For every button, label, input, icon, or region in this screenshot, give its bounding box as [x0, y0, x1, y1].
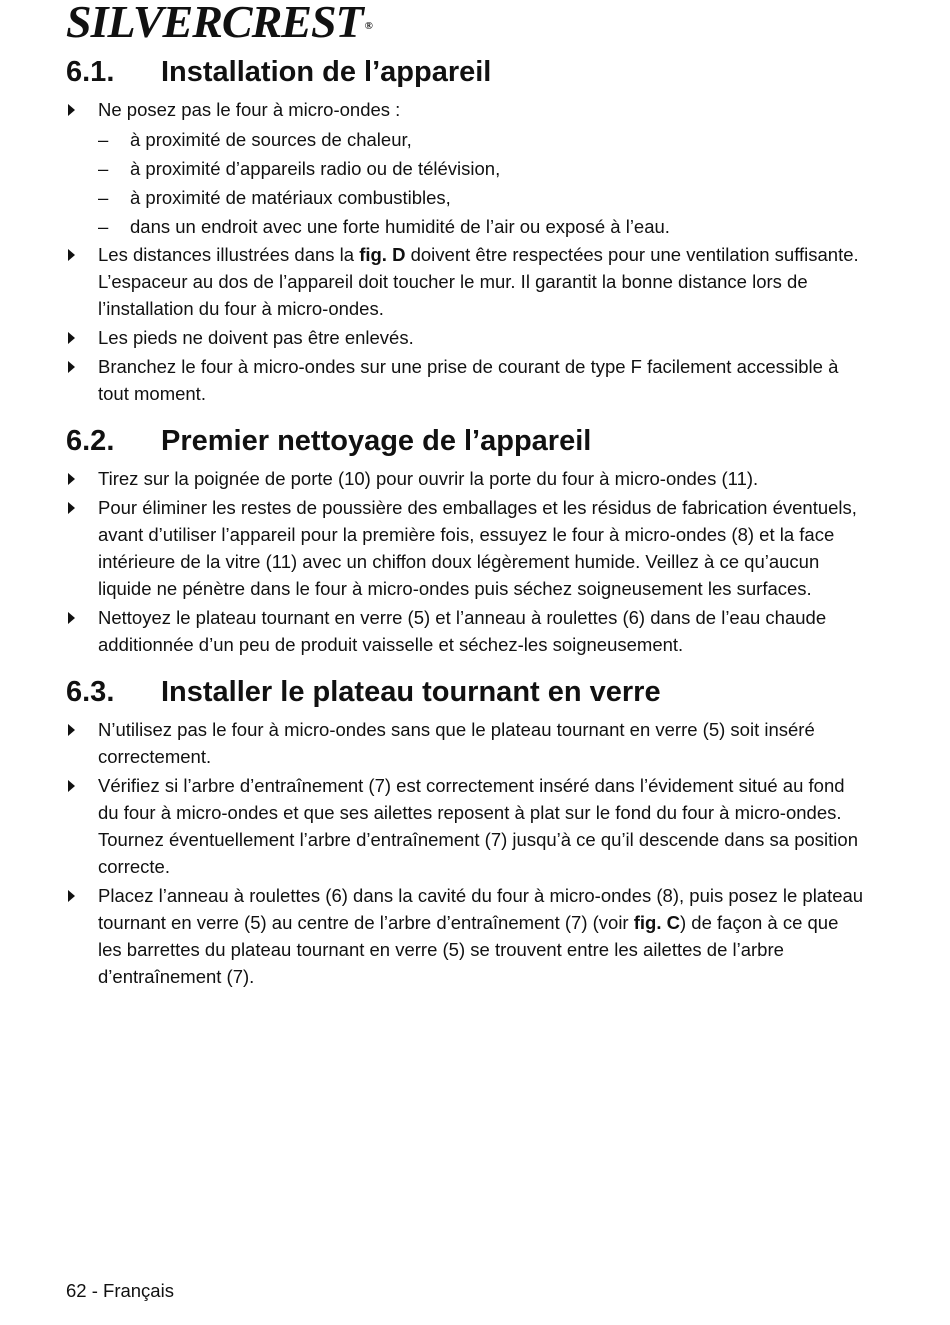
bullet-item	[66, 882, 866, 990]
bullet-item	[66, 465, 866, 492]
dash-icon: –	[98, 187, 109, 208]
bullet-arrow-icon	[68, 724, 75, 736]
figure-reference: fig. C	[633, 912, 680, 933]
bullet-arrow-icon	[68, 332, 75, 344]
bullet-text-post: doivent être respectées pour une ventilation suffisante. L’espaceur au dos de l’appareil doit toucher le mur. Il garantit la bonne distance lors de l’installation du four à micro-ondes.	[98, 244, 859, 319]
section-heading	[66, 421, 866, 461]
bullet-text: Les pieds ne doivent pas être enlevés.	[98, 327, 414, 348]
bullet-arrow-icon	[68, 890, 75, 902]
bullet-item	[66, 353, 866, 407]
bullet-text: Tirez sur la poignée de porte (10) pour ouvrir la porte du four à micro-ondes (11).	[98, 468, 759, 489]
dash-icon: –	[98, 216, 109, 237]
bullet-arrow-icon	[68, 612, 75, 624]
sub-text: à proximité d’appareils radio ou de télévision,	[130, 158, 501, 179]
bullet-arrow-icon	[68, 473, 75, 485]
bullet-text: Vérifiez si l’arbre d’entraînement (7) est correctement inséré dans l’évidement situé au fond du four à micro-ondes et que ses ailettes reposent à plat sur le fond du four à micro-ondes. Tournez éventuellement l’arbre d’entraînement (7) jusqu’à ce qu’il descende dans sa position correcte.	[98, 775, 858, 877]
section-title: Installer le plateau tournant en verre	[161, 676, 661, 708]
bullet-item	[66, 772, 866, 880]
section-number: 6.3.	[66, 676, 115, 708]
bullet-item	[66, 604, 866, 658]
page-content	[66, 52, 866, 992]
page-footer: 62 - Français	[66, 1280, 174, 1301]
bullet-item	[66, 241, 866, 322]
bullet-item	[66, 494, 866, 602]
section-heading	[66, 52, 866, 92]
bullet-text: Pour éliminer les restes de poussière des emballages et les résidus de fabrication éventuels, avant d’utiliser l’appareil pour la première fois, essuyez le four à micro-ondes (8) et la face intérieure de la vitre (11) avec un chiffon doux légèrement humide. Veillez à ce qu’aucun liquide ne pénètre dans le four à micro-ondes puis séchez soigneusement les surfaces.	[98, 497, 857, 599]
section-title: Premier nettoyage de l’appareil	[161, 425, 592, 457]
section-title: Installation de l’appareil	[161, 56, 492, 88]
section-glass-turntable	[66, 672, 866, 990]
bullet-item	[66, 324, 866, 351]
section-number: 6.2.	[66, 425, 115, 457]
brand-logo-text: SILVERCREST	[66, 0, 363, 47]
bullet-arrow-icon	[68, 780, 75, 792]
bullet-text: N’utilisez pas le four à micro-ondes sans que le plateau tournant en verre (5) soit inséré correctement.	[98, 719, 815, 767]
sub-text: dans un endroit avec une forte humidité de l’air ou exposé à l’eau.	[130, 216, 670, 237]
bullet-item	[66, 96, 866, 123]
section-first-cleaning	[66, 421, 866, 658]
bullet-text: Branchez le four à micro-ondes sur une prise de courant de type F facilement accessible à tout moment.	[98, 356, 839, 404]
sub-text: à proximité de sources de chaleur,	[130, 129, 412, 150]
registered-mark: ®	[364, 20, 372, 32]
bullet-text: Ne posez pas le four à micro-ondes :	[98, 99, 401, 120]
bullet-item	[66, 716, 866, 770]
section-number: 6.1.	[66, 56, 115, 88]
bullet-arrow-icon	[68, 502, 75, 514]
bullet-text-pre: Placez l’anneau à roulettes (6) dans la cavité du four à micro-ondes (8), puis posez le plateau tournant en verre (5) au centre de l’arbre d’entraînement (7) (voir	[98, 885, 864, 933]
sub-item	[66, 212, 866, 241]
bullet-arrow-icon	[68, 104, 75, 116]
sub-item	[66, 154, 866, 183]
section-heading	[66, 672, 866, 712]
bullet-text: Nettoyez le plateau tournant en verre (5) et l’anneau à roulettes (6) dans de l’eau chaude additionnée d’un peu de produit vaisselle et séchez-les soigneusement.	[98, 607, 827, 655]
bullet-text-pre: Les distances illustrées dans la	[98, 244, 360, 265]
sub-item	[66, 183, 866, 212]
dash-icon: –	[98, 129, 109, 150]
brand-logo	[66, 0, 372, 47]
bullet-arrow-icon	[68, 249, 75, 261]
section-installation	[66, 52, 866, 407]
bullet-text-post: ) de façon à ce que les barrettes du plateau tournant en verre (5) se trouvent entre les ailettes de l’arbre d’entraînement (7).	[98, 912, 839, 987]
sub-item	[66, 125, 866, 154]
dash-icon: –	[98, 158, 109, 179]
bullet-arrow-icon	[68, 361, 75, 373]
sub-text: à proximité de matériaux combustibles,	[130, 187, 451, 208]
figure-reference: fig. D	[359, 244, 406, 265]
